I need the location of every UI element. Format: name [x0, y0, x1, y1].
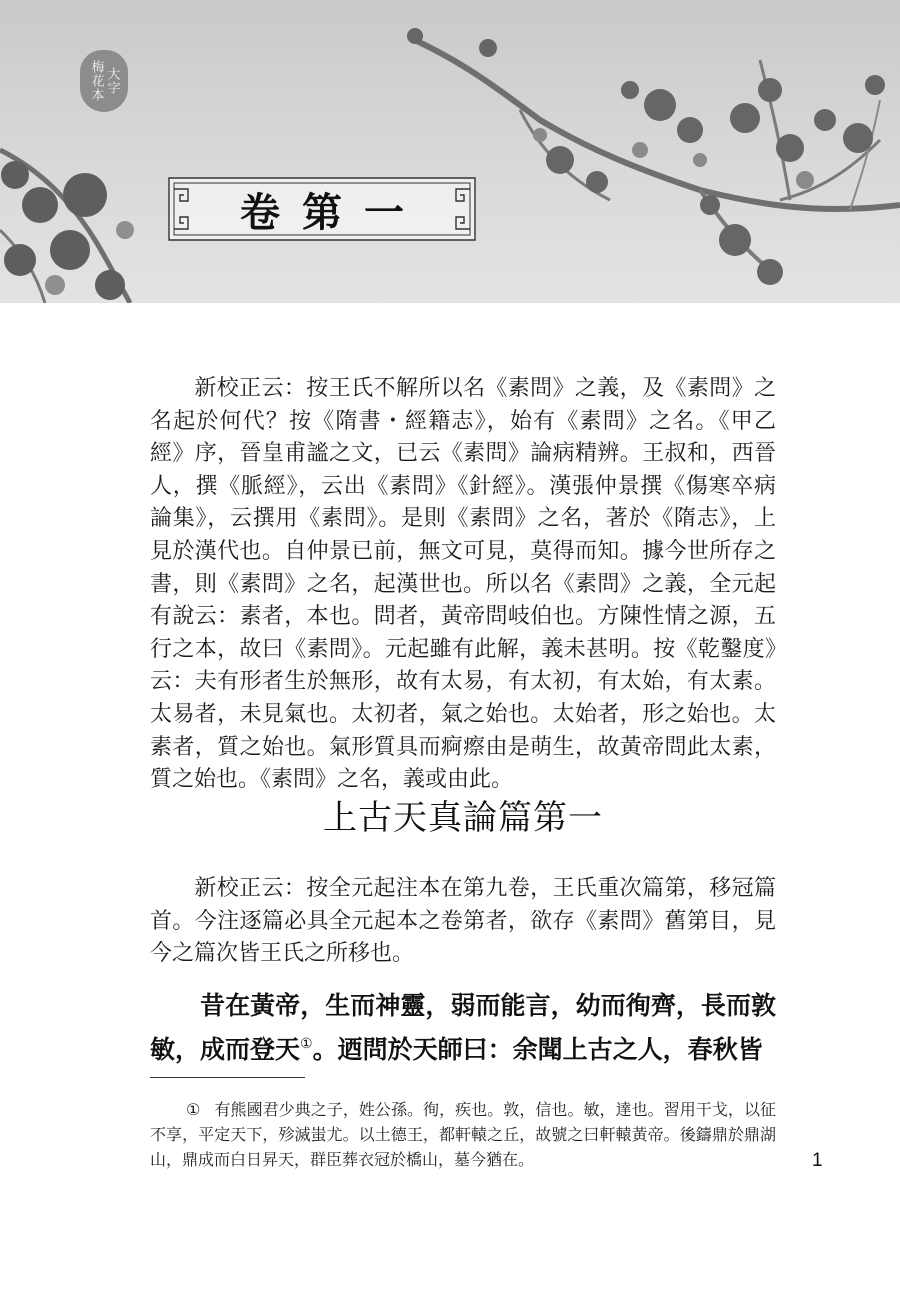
section-title: 上古天真論篇第一 [323, 798, 603, 838]
badge-line-2: 梅花本 [88, 60, 104, 102]
footnote-text: 有熊國君少典之子，姓公孫。徇，疾也。敦，信也。敏，達也。習用干戈，以征不享，平定天下，殄滅蚩尤。以土德王，都軒轅之丘，故號之曰軒轅黃帝。後鑄鼎於鼎湖山，鼎成而白日昇天，群臣葬衣冠於橋山，墓今猶在。 [150, 1100, 776, 1169]
page-number: 1 [812, 1150, 823, 1171]
main-text [150, 987, 776, 1069]
intro-paragraph-text: 新校正云：按王氏不解所以名《素問》之義，及《素問》之名起於何代？按《隋書・經籍志》，始有《素問》之名。《甲乙經》序，晉皇甫謐之文，已云《素問》論病精辨。王叔和，西晉人，撰《脈經》，云出《素問》《針經》。漢張仲景撰《傷寒卒病論集》，云撰用《素問》。是則《素問》之名，著於《隋志》，上見於漢代也。自仲景已前，無文可見，莫得而知。據今世所存之書，則《素問》之名，起漢世也。所以名《素問》之義，全元起有說云：素者，本也。問者，黃帝問岐伯也。方陳性情之源，五行之本，故曰《素問》。元起雖有此解，義未甚明。按《乾鑿度》云：夫有形者生於無形，故有太易，有太初，有太始，有太素。太易者，未見氣也。太初者，氣之始也。太始者，形之始也。太素者，質之始也。氣形質具而痾瘵由是萌生，故黃帝問此太素，質之始也。《素問》之名，義或由此。 [150, 376, 776, 793]
note-paragraph-text: 新校正云：按全元起注本在第九卷，王氏重次篇第，移冠篇首。今注逐篇必具全元起本之卷第者，欲存《素問》舊第目，見今之篇次皆王氏之所移也。 [150, 876, 776, 967]
main-text-part-2: 。迺問於天師曰：余聞上古之人，春秋皆 [312, 1035, 763, 1064]
plum-blossom-painting [0, 0, 900, 303]
badge-line-1: 大字 [104, 67, 120, 95]
footnote [150, 1097, 776, 1172]
footnote-marker: ① [186, 1100, 201, 1119]
series-badge [80, 50, 128, 112]
note-paragraph [150, 873, 776, 971]
intro-paragraph [150, 373, 776, 797]
volume-title-frame [166, 175, 478, 243]
header-banner [0, 0, 900, 303]
main-text-part-1: 昔在黃帝，生而神靈，弱而能言，幼而徇齊，長而敦敏，成而登天 [150, 991, 776, 1064]
footnote-divider [150, 1077, 305, 1078]
volume-title: 卷第一 [240, 188, 426, 236]
footnote-reference[interactable]: ① [300, 1036, 313, 1052]
